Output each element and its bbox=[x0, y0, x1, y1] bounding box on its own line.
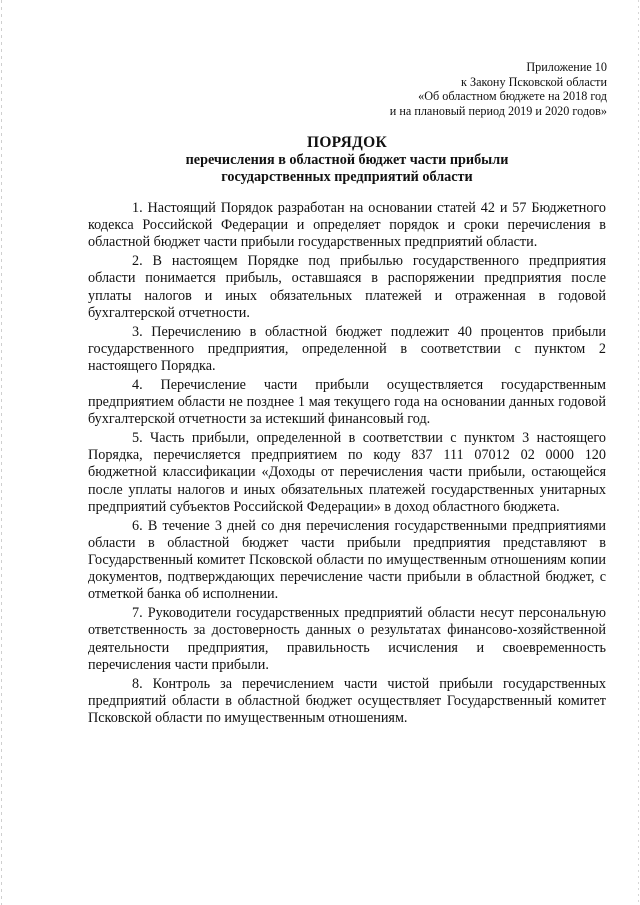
subtitle-line-2: государственных предприятий области bbox=[221, 169, 473, 185]
appendix-line-2: к Закону Псковской области bbox=[461, 74, 607, 89]
appendix-line-1: Приложение 10 bbox=[526, 60, 607, 74]
paragraph-7: 7. Руководители государственных предприятий области несут персональную ответственность за достоверность данных о результатах финансово-хозяйственной деятельности предприятия, правильность исчисления и своевременность перечисления части прибыли. bbox=[88, 605, 606, 673]
scan-edge-right bbox=[638, 0, 639, 905]
appendix-line-3: «Об областном бюджете на 2018 год bbox=[418, 89, 607, 103]
paragraph-5: 5. Часть прибыли, определенной в соответствии с пунктом 3 настоящего Порядка, перечисляется предприятием по коду 837 111 07012 02 0000 120 бюджетной классификации «Доходы от перечисления части прибыли, остающейся после уплаты налогов и иных обязательных платежей государственных унитарных предприятий субъектов Российской Федерации» в доход областного бюджета. bbox=[88, 430, 606, 515]
document-subtitle bbox=[88, 152, 606, 186]
paragraph-3: 3. Перечислению в областной бюджет подлежит 40 процентов прибыли государственного предприятия, определенной в соответствии с пунктом 2 настоящего Порядка. bbox=[88, 323, 606, 375]
scan-edge-left bbox=[1, 0, 2, 905]
paragraph-2: 2. В настоящем Порядке под прибылью государственного предприятия области понимается прибыль, оставшаяся в распоряжении предприятия после уплаты налогов и иных обязательных платежей и отраженная в годовой бухгалтерской отчетности. bbox=[88, 253, 606, 321]
document-body bbox=[88, 200, 606, 729]
paragraph-6: 6. В течение 3 дней со дня перечисления государственными предприятиями области в областной бюджет части прибыли предприятия представляют в Государственный комитет Псковской области по имущественным отношениям копии документов, подтверждающих перечисление части прибыли в областной бюджет, с отметкой банка об исполнении. bbox=[88, 517, 606, 603]
appendix-header bbox=[287, 60, 607, 118]
paragraph-4: 4. Перечисление части прибыли осуществляется государственным предприятием области не позднее 1 мая текущего года на основании данных годовой бухгалтерской отчетности за истекший финансовый год. bbox=[88, 376, 606, 428]
paragraph-1: 1. Настоящий Порядок разработан на основании статей 42 и 57 Бюджетного кодекса Российской Федерации и определяет порядок и сроки перечисления в областной бюджет части прибыли государственных предприятий области. bbox=[88, 200, 606, 251]
appendix-line-4: и на плановый период 2019 и 2020 годов» bbox=[389, 103, 607, 118]
document-title: ПОРЯДОК bbox=[306, 134, 388, 151]
paragraph-8: 8. Контроль за перечислением части чистой прибыли государственных предприятий области в областной бюджет осуществляет Государственный комитет Псковской области по имущественным отношениям. bbox=[88, 675, 606, 727]
subtitle-line-1: перечисления в областной бюджет части прибыли bbox=[185, 152, 509, 168]
